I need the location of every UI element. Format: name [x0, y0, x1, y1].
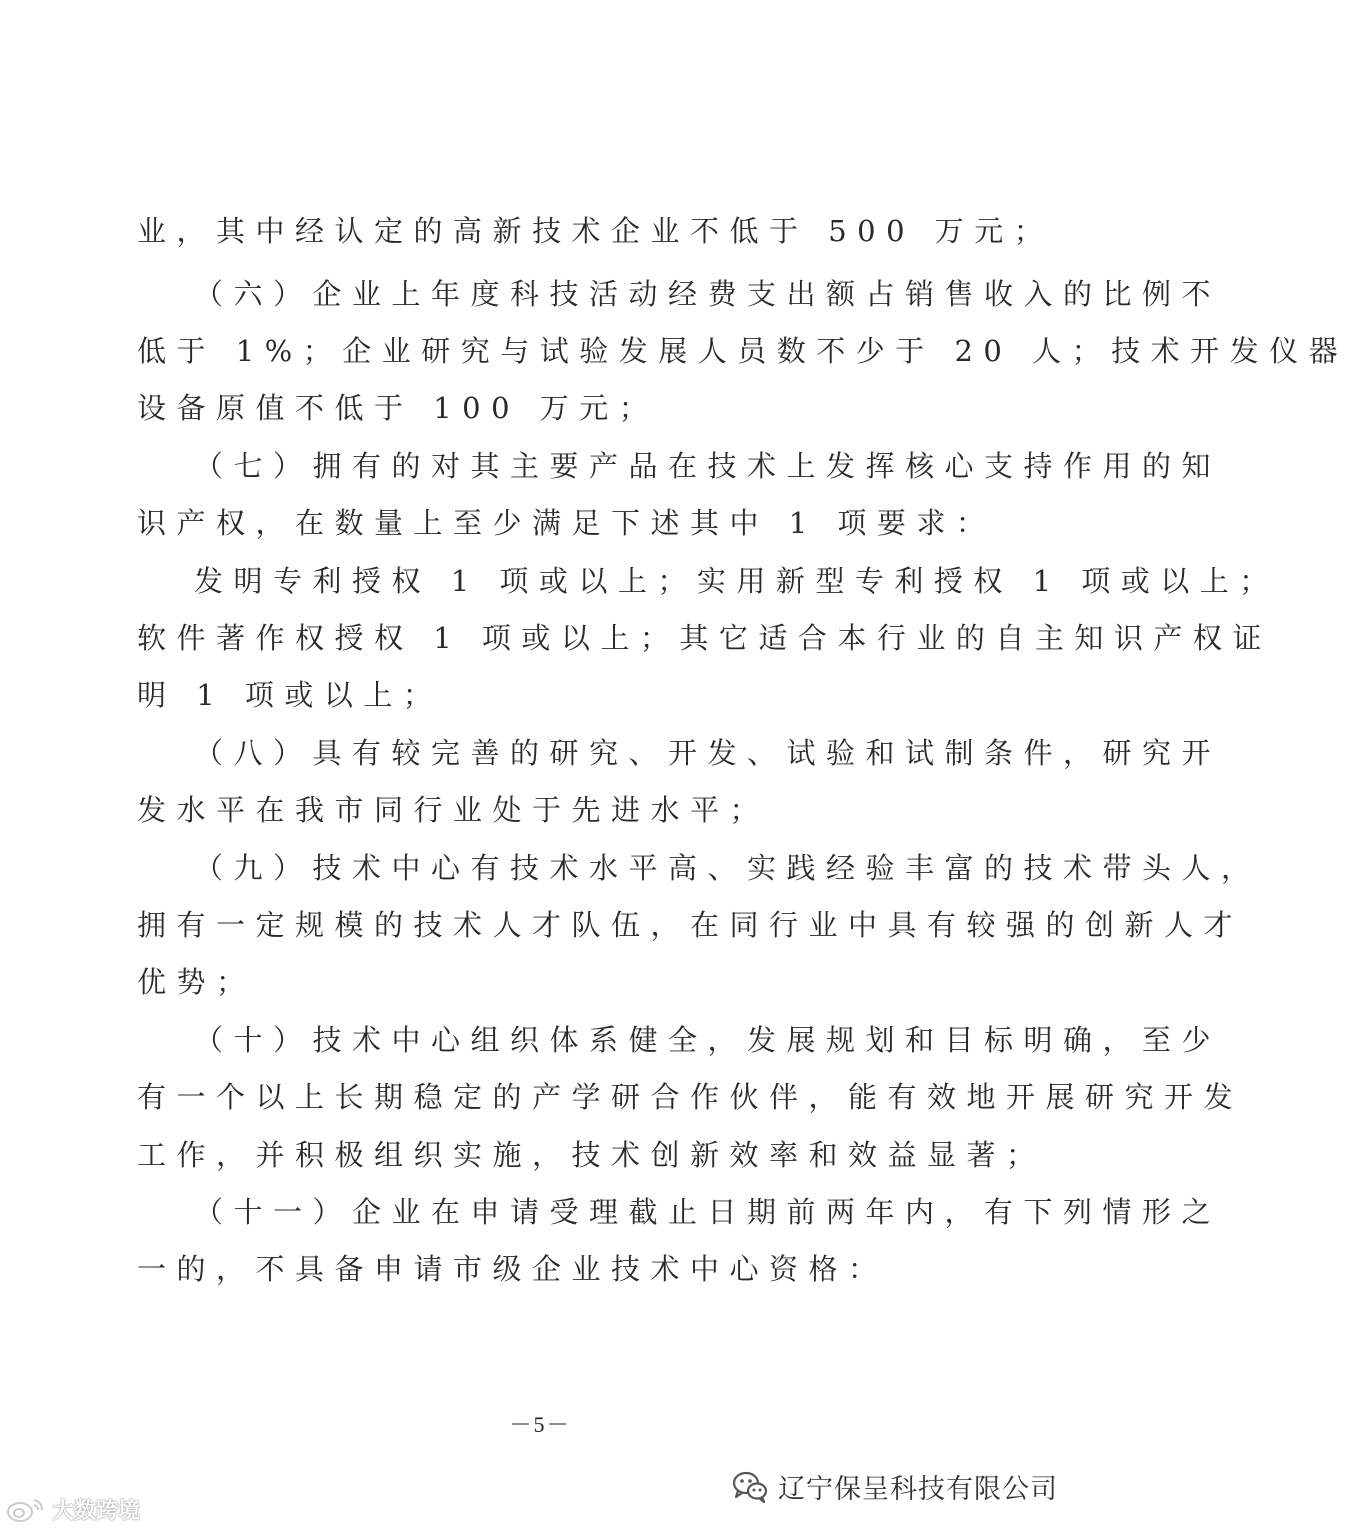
text-line: （九）技术中心有技术水平高、实践经验丰富的技术带头人， [194, 851, 1261, 885]
weibo-icon [4, 1496, 48, 1524]
text-line: 软件著作权授权 1 项或以上；其它适合本行业的自主知识产权证 [137, 621, 1272, 655]
text-line: 设备原值不低于 100 万元； [137, 391, 659, 425]
text-line: （十）技术中心组织体系健全，发展规划和目标明确，至少 [194, 1023, 1222, 1057]
text-line: 识产权，在数量上至少满足下述其中 1 项要求： [137, 506, 996, 540]
text-line: 明 1 项或以上； [137, 678, 443, 712]
wechat-watermark [730, 1466, 1058, 1506]
text-line: 业，其中经认定的高新技术企业不低于 500 万元； [137, 214, 1054, 248]
text-line: 优势； [137, 965, 256, 999]
watermark-account-name: 大数跨境 [52, 1499, 141, 1524]
text-line: 发水平在我市同行业处于先进水平； [137, 793, 770, 827]
page-number: －5－ [509, 1412, 571, 1437]
text-line: （八）具有较完善的研究、开发、试验和试制条件，研究开 [194, 736, 1222, 770]
text-line: 低于 1%；企业研究与试验发展人员数不少于 20 人；技术开发仪器 [137, 334, 1348, 368]
text-line: 有一个以上长期稳定的产学研合作伙伴，能有效地开展研究开发 [137, 1080, 1244, 1114]
text-line: （十一）企业在申请受理截止日期前两年内，有下列情形之 [194, 1195, 1222, 1229]
text-line: 发明专利授权 1 项或以上；实用新型专利授权 1 项或以上； [194, 564, 1279, 598]
weibo-watermark [4, 1494, 140, 1525]
text-line: 拥有一定规模的技术人才队伍，在同行业中具有较强的创新人才 [137, 908, 1244, 942]
text-line: 工作，并积极组织实施，技术创新效率和效益显著； [137, 1138, 1046, 1172]
text-line: （七）拥有的对其主要产品在技术上发挥核心支持作用的知 [194, 449, 1222, 483]
text-line: （六）企业上年度科技活动经费支出额占销售收入的比例不 [194, 277, 1222, 311]
watermark-company-name: 辽宁保呈科技有限公司 [778, 1473, 1058, 1505]
wechat-icon [730, 1466, 770, 1506]
text-line: 一的，不具备申请市级企业技术中心资格： [137, 1252, 888, 1286]
